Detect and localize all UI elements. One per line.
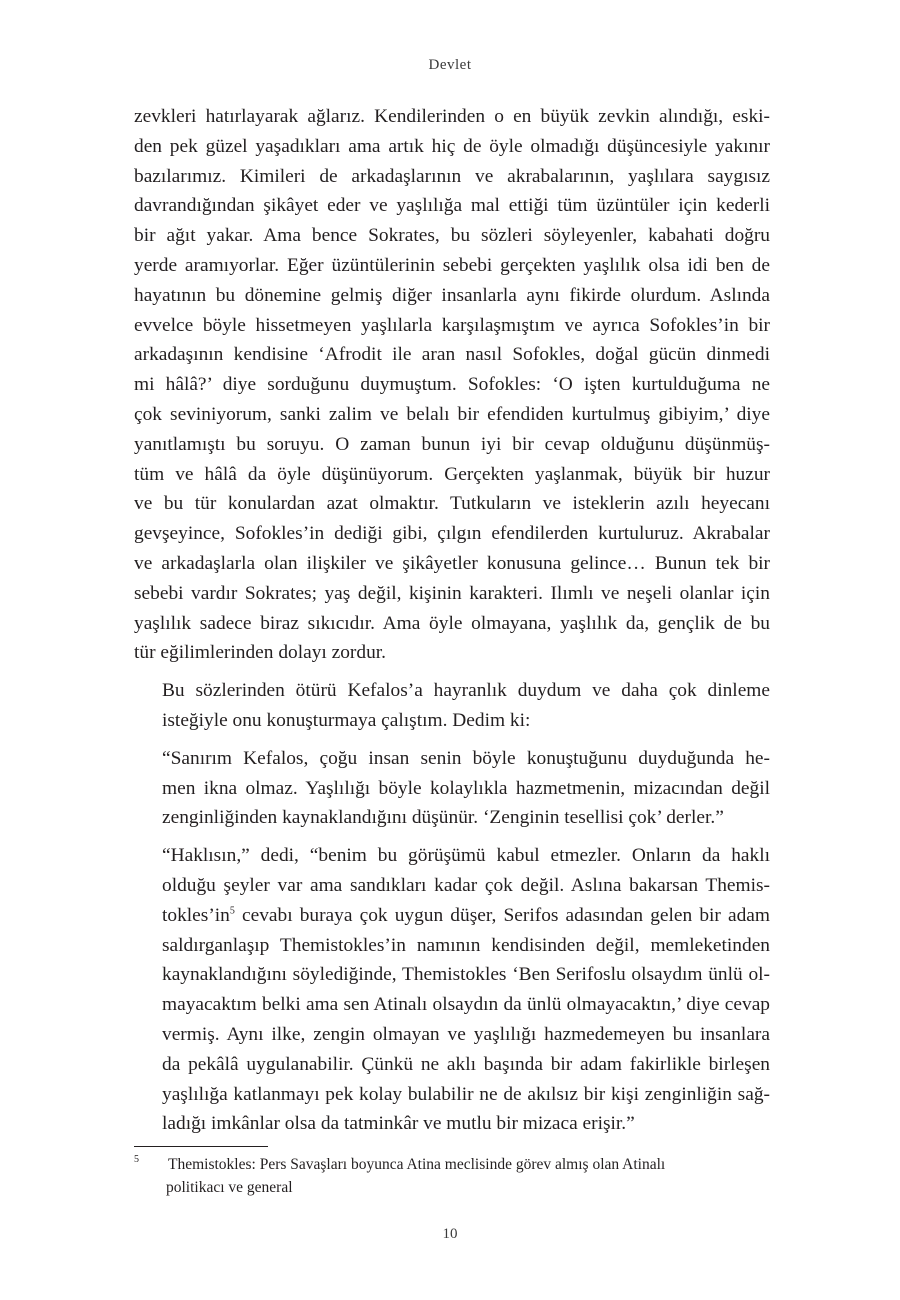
footnote-line: Themistokles: Pers Savaşları boyunca Atina meclisinde görev almış olan Atinalı bbox=[168, 1156, 666, 1173]
text-run: cevabı buraya çok uygun düşer, Serifos adasından gelen bir adam bbox=[234, 904, 770, 926]
text-line: saldırganlaşıp Themistokles’in namının kendisinden değil, memleketinden bbox=[162, 934, 770, 956]
body-text bbox=[134, 102, 770, 1139]
text-line: kaynaklandığını söylediğinde, Themistokles ‘Ben Serifoslu olsaydım ünlü ol- bbox=[162, 964, 770, 986]
text-line: yaşlılığa katlanmayı pek kolay bulabilir ne de akılsız bir kişi zenginliğin sağ- bbox=[162, 1083, 770, 1105]
text-line: da pekâlâ uygulanabilir. Çünkü ne aklı başında bir adam fakirlikle birleşen bbox=[162, 1053, 770, 1075]
text-line: davrandığından şikâyet eder ve yaşlılığa mal ettiği tüm üzüntüler için kederli bbox=[134, 195, 770, 217]
text-line-with-footnote-ref bbox=[134, 901, 770, 931]
text-line: mayacaktım belki ama sen Atinalı olsaydın da ünlü olmayacaktın,’ diye cevap bbox=[162, 994, 770, 1016]
text-line: “Haklısın,” dedi, “benim bu görüşümü kabul etmezler. Onların da haklı bbox=[162, 845, 770, 867]
paragraph-3 bbox=[134, 744, 770, 833]
text-line: zevkleri hatırlayarak ağlarız. Kendilerinden o en büyük zevkin alındığı, eski- bbox=[134, 106, 770, 127]
text-line: den pek güzel yaşadıkları ama artık hiç de öyle olmadığı düşüncesiyle yakınır bbox=[134, 135, 770, 157]
footnote-ref[interactable]: 5 bbox=[229, 905, 235, 917]
footnote-rule bbox=[134, 1146, 268, 1147]
text-line: bir ağıt yakar. Ama bence Sokrates, bu sözleri söyleyenler, kabahati doğru bbox=[134, 225, 770, 247]
text-run: tokles’in bbox=[162, 904, 230, 926]
paragraph-2 bbox=[134, 676, 770, 736]
footnote bbox=[134, 1153, 770, 1199]
text-line: bazılarımız. Kimileri de arkadaşlarının ve akrabalarının, yaşlılara saygısız bbox=[134, 165, 770, 187]
text-line: arkadaşının kendisine ‘Afrodit ile aran nasıl Sofokles, doğal gücün dinmedi bbox=[134, 344, 770, 366]
text-line: tüm ve hâlâ da öyle düşünüyorum. Gerçekten yaşlanmak, büyük bir huzur bbox=[134, 463, 770, 485]
text-line: yerde aramıyorlar. Eğer üzüntülerinin sebebi gerçekten yaşlılık olsa idi ben de bbox=[134, 254, 770, 276]
text-line: tür eğilimlerinden dolayı zordur. bbox=[134, 642, 387, 664]
text-line: yaşlılık sadece biraz sıkıcıdır. Ama öyle olmayana, yaşlılık da, gençlik de bu bbox=[134, 612, 770, 634]
footnote-number: 5 bbox=[134, 1154, 139, 1165]
text-line: hayatının bu dönemine gelmiş diğer insanlarla aynı fikirde olurdum. Aslında bbox=[134, 284, 770, 306]
text-line: sebebi vardır Sokrates; yaş değil, kişinin karakteri. Ilımlı ve neşeli olanlar için bbox=[134, 582, 770, 604]
text-line: olduğu şeyler var ama sandıkları kadar çok değil. Aslına bakarsan Themis- bbox=[162, 874, 770, 896]
page-number: 10 bbox=[442, 1226, 458, 1242]
text-line: “Sanırım Kefalos, çoğu insan senin böyle konuştuğunu duyduğunda he- bbox=[162, 747, 770, 769]
text-line: evvelce böyle hissetmeyen yaşlılarla karşılaşmıştım ve ayrıca Sofokles’in bir bbox=[134, 314, 770, 336]
text-line: Bu sözlerinden ötürü Kefalos’a hayranlık duydum ve daha çok dinleme bbox=[162, 680, 770, 702]
paragraph-1 bbox=[134, 102, 770, 668]
text-line: çok seviniyorum, sanki zalim ve belalı bir efendiden kurtulmuş gibiyim,’ diye bbox=[134, 403, 770, 425]
footnote-text bbox=[168, 1153, 770, 1199]
text-line: mi hâlâ?’ diye sorduğunu duymuştum. Sofokles: ‘O işten kurtulduğuma ne bbox=[134, 374, 770, 396]
text-line: men ikna olmaz. Yaşlılığı böyle kolaylıkla hazmetmenin, mizacından değil bbox=[162, 777, 770, 799]
text-line: vermiş. Aynı ilke, zengin olmayan ve yaşlılığı hazmedemeyen bu insanlara bbox=[162, 1023, 770, 1045]
text-line: ladığı imkânlar olsa da tatminkâr ve mutlu bir mizaca erişir.” bbox=[162, 1113, 635, 1135]
paragraph-4 bbox=[134, 841, 770, 1139]
text-line: yanıtlamıştı bu soruyu. O zaman bunun iyi bir cevap olduğunu düşünmüş- bbox=[134, 433, 770, 455]
text-line: zenginliğinden kaynaklandığını düşünür. ‘Zenginin tesellisi çok’ derler.” bbox=[162, 807, 724, 829]
running-head: Devlet bbox=[428, 57, 472, 73]
text-line: ve bu tür konulardan azat olmaktır. Tutkuların ve isteklerin azılı heyecanı bbox=[134, 493, 770, 515]
text-line: gevşeyince, Sofokles’in dediği gibi, çılgın efendilerden kurtuluruz. Akrabalar bbox=[134, 523, 770, 545]
text-line: ve arkadaşlarla olan ilişkiler ve şikâyetler konusuna gelince… Bunun tek bir bbox=[134, 552, 770, 574]
text-line: isteğiyle onu konuşturmaya çalıştım. Dedim ki: bbox=[162, 709, 531, 731]
footnote-line: politikacı ve general bbox=[166, 1179, 293, 1196]
